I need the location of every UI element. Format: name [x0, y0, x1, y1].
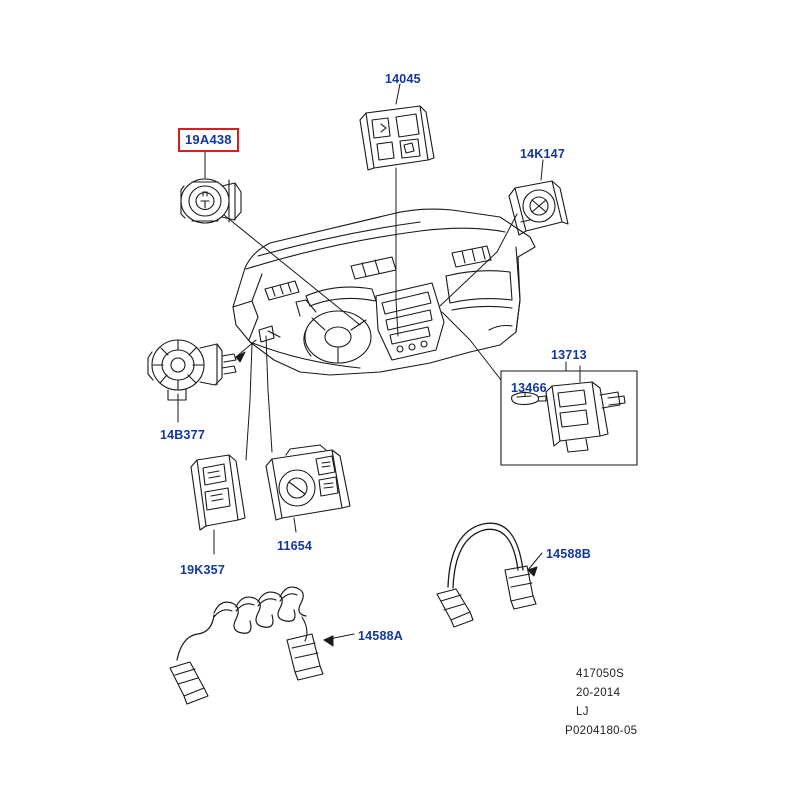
part-label-11654[interactable]: 11654	[277, 539, 313, 553]
part-label-19K357[interactable]: 19K357	[180, 563, 225, 577]
part-label-14588B[interactable]: 14588B	[546, 547, 591, 561]
part-label-14B377[interactable]: 14B377	[160, 428, 205, 442]
footer-model-code: LJ	[576, 706, 589, 718]
part-label-14588A[interactable]: 14588A	[358, 629, 403, 643]
leader-lines	[178, 84, 580, 646]
dashboard-illustration	[233, 209, 535, 375]
part-label-13466[interactable]: 13466	[511, 381, 547, 395]
part-14B377-art	[148, 340, 236, 400]
part-14588A-art	[170, 587, 323, 704]
footer-plate-code: P0204180-05	[565, 725, 638, 737]
part-label-14045[interactable]: 14045	[385, 72, 421, 86]
part-14K147-art	[509, 181, 568, 235]
part-14045-art	[360, 106, 434, 170]
part-19K357-art	[191, 455, 245, 530]
part-11654-art	[266, 445, 350, 520]
part-19A438-art	[181, 179, 241, 223]
part-label-19A438[interactable]: 19A438	[178, 128, 239, 152]
part-label-14K147[interactable]: 14K147	[520, 147, 565, 161]
part-label-13713[interactable]: 13713	[551, 348, 587, 362]
footer-drawing-number: 417050S	[576, 668, 625, 680]
footer-date-code: 20-2014	[576, 687, 621, 699]
part-14588B-art	[437, 523, 536, 627]
